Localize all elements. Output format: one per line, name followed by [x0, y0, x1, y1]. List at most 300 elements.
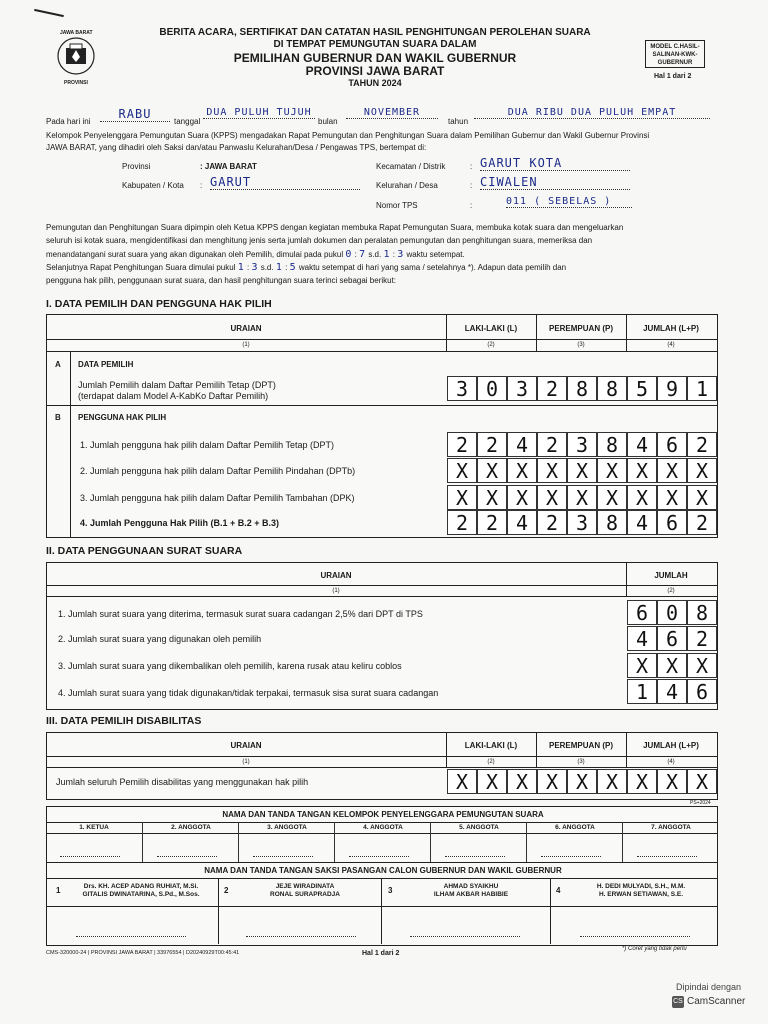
divider — [536, 732, 537, 768]
digit-box — [687, 432, 717, 457]
digit-box — [627, 653, 657, 678]
digit-box — [597, 769, 627, 794]
divider — [381, 878, 382, 944]
digit-value: 4 — [635, 433, 649, 457]
s2-num-2: (2) — [667, 588, 675, 594]
saksi-4-name-a: H. DEDI MULYADI, S.H., M.M. — [596, 883, 686, 890]
digit-box — [537, 510, 567, 535]
digit-value: 2 — [485, 511, 499, 535]
s1-col-p: PEREMPUAN (P) — [548, 324, 613, 333]
saksi-2-number: 2 — [224, 886, 229, 895]
kpps-column-label: 2. ANGGOTA — [171, 824, 211, 831]
divider — [46, 906, 718, 907]
digit-box — [687, 600, 717, 625]
digit-value: 8 — [605, 511, 619, 535]
s1-a-row-2: (terdapat dalam Model A-KabKo Daftar Pemilih) — [78, 391, 269, 401]
scanner-app: CamScanner — [687, 996, 746, 1007]
kelurahan-label: Kelurahan / Desa — [376, 181, 438, 190]
kpps-column — [334, 822, 430, 862]
divider — [46, 767, 718, 768]
s3-col-uraian: URAIAN — [230, 741, 262, 750]
kpps-signature-line — [541, 856, 601, 857]
digit-box — [567, 510, 597, 535]
digit-box — [627, 626, 657, 651]
digit-box — [447, 510, 477, 535]
digit-box — [627, 769, 657, 794]
end-hour-2: 3 — [397, 249, 405, 260]
provinsi-value: : JAWA BARAT — [200, 162, 257, 171]
digit-value: X — [455, 770, 469, 794]
count-hour-4: 5 — [289, 262, 297, 273]
kpps-signature-line — [349, 856, 409, 857]
signature-line — [580, 936, 690, 937]
digit-value: X — [695, 770, 709, 794]
digit-box — [627, 510, 657, 535]
digit-value: X — [665, 459, 679, 483]
digit-box — [687, 769, 717, 794]
logo-top-text: JAWA BARAT — [60, 30, 93, 36]
digit-value: X — [455, 459, 469, 483]
digit-value: 4 — [665, 680, 679, 704]
digit-value: X — [665, 486, 679, 510]
kpps-signature-line — [445, 856, 505, 857]
pada-hari-label: Pada hari ini — [46, 117, 91, 126]
tanggal-label: tanggal — [174, 117, 201, 126]
digit-box — [627, 485, 657, 510]
divider — [626, 562, 627, 597]
digit-value: 2 — [545, 511, 559, 535]
s1-b-row-2: 2. Jumlah pengguna hak pilih dalam Daftar Pemilih Pindahan (DPTb) — [80, 466, 356, 476]
s2-row-4: 4. Jumlah surat suara yang tidak digunakan/tidak terpakai, termasuk sisa surat suara cadangan — [58, 688, 439, 698]
saksi-1-name-b: GITALIS DWINATARINA, S.Pd., M.Sos. — [82, 891, 200, 898]
divider — [536, 314, 537, 352]
digit-value: X — [575, 459, 589, 483]
digit-value: 6 — [665, 511, 679, 535]
s1-b1-boxes — [447, 432, 717, 458]
s1-a-boxes — [447, 376, 717, 402]
digit-value: X — [485, 486, 499, 510]
kpps-column-label: 1. KETUA — [79, 824, 109, 831]
saksi-3-number: 3 — [388, 886, 393, 895]
digit-value: 8 — [695, 601, 709, 625]
digit-value: 9 — [665, 377, 679, 401]
kelurahan-colon: : — [470, 181, 473, 190]
digit-value: 4 — [515, 511, 529, 535]
digit-value: 6 — [665, 433, 679, 457]
title-line-5: TAHUN 2024 — [348, 78, 402, 88]
procedure-line-4a: Selanjutnya Rapat Penghitungan Suara dimulai pukul — [46, 263, 236, 272]
kpps-column-label: 3. ANGGOTA — [267, 824, 307, 831]
digit-box — [447, 432, 477, 457]
digit-box — [477, 769, 507, 794]
digit-box — [597, 376, 627, 401]
signature-line — [410, 936, 520, 937]
section-2-title: II. DATA PENGGUNAAN SURAT SUARA — [46, 545, 243, 557]
kpps-signature-line — [253, 856, 313, 857]
digit-box — [567, 769, 597, 794]
digit-box — [477, 510, 507, 535]
digit-value: X — [605, 486, 619, 510]
s1-num-2: (2) — [487, 342, 495, 348]
digit-value: X — [575, 770, 589, 794]
tanggal-value: DUA PULUH TUJUH — [203, 107, 315, 119]
digit-value: X — [515, 486, 529, 510]
digit-value: X — [515, 459, 529, 483]
s2-col-uraian: URAIAN — [320, 571, 352, 580]
section-1-title: I. DATA PEMILIH DAN PENGGUNA HAK PILIH — [46, 298, 272, 310]
digit-box — [687, 653, 717, 678]
digit-value: X — [455, 486, 469, 510]
digit-box — [567, 458, 597, 483]
digit-value: X — [545, 770, 559, 794]
bulan-label: bulan — [318, 117, 338, 126]
end-sep: : — [392, 250, 395, 259]
divider — [70, 351, 71, 537]
kpps-column — [430, 822, 526, 862]
digit-value: X — [695, 654, 709, 678]
s1-b2-boxes — [447, 458, 717, 484]
digit-box — [477, 458, 507, 483]
signature-line — [76, 936, 186, 937]
digit-box — [597, 485, 627, 510]
digit-box — [627, 432, 657, 457]
s2-r1-boxes — [627, 600, 717, 626]
digit-value: 2 — [545, 377, 559, 401]
digit-box — [507, 769, 537, 794]
scanner-badge — [670, 982, 762, 1016]
hari-value: RABU — [100, 107, 170, 122]
digit-value: 0 — [485, 377, 499, 401]
digit-box — [657, 653, 687, 678]
divider — [626, 732, 627, 768]
s2-r2-boxes — [627, 626, 717, 652]
digit-value: 2 — [545, 433, 559, 457]
digit-value: 3 — [455, 377, 469, 401]
count-sep-1: : — [246, 263, 250, 272]
digit-box — [537, 376, 567, 401]
s1-b-row-4: 4. Jumlah Pengguna Hak Pilih (B.1 + B.2 + B.3) — [80, 518, 280, 528]
s1-b-row-1: 1. Jumlah pengguna hak pilih dalam Daftar Pemilih Tetap (DPT) — [80, 440, 334, 450]
digit-box — [477, 485, 507, 510]
s1-num-4: (4) — [667, 342, 675, 348]
s2-row-3: 3. Jumlah surat suara yang dikembalikan oleh pemilih, karena rusak atau keliru coblos — [58, 661, 402, 671]
s1-b-label: B — [55, 413, 61, 422]
kabupaten-value: GARUT — [210, 175, 360, 190]
divider — [46, 862, 718, 863]
digit-value: 2 — [695, 511, 709, 535]
divider — [46, 339, 718, 340]
s3-col-p: PEREMPUAN (P) — [548, 741, 613, 750]
digit-value: X — [695, 459, 709, 483]
digit-value: X — [575, 486, 589, 510]
digit-value: X — [545, 459, 559, 483]
digit-value: 3 — [575, 433, 589, 457]
digit-box — [537, 769, 567, 794]
s1-b4-boxes — [447, 510, 717, 536]
divider — [46, 878, 718, 879]
kpps-column-label: 7. ANGGOTA — [651, 824, 691, 831]
s1-a-label: A — [55, 360, 61, 369]
digit-box — [507, 485, 537, 510]
s3-col-j: JUMLAH (L+P) — [643, 741, 699, 750]
title-line-4: PROVINSI JAWA BARAT — [305, 64, 445, 78]
procedure-line-3a: menandatangani surat suara yang akan digunakan oleh Pemilih, dimulai pada pukul — [46, 250, 344, 259]
title-line-3: PEMILIHAN GUBERNUR DAN WAKIL GUBERNUR — [233, 51, 517, 65]
s3-col-l: LAKI-LAKI (L) — [464, 741, 518, 750]
digit-box — [687, 458, 717, 483]
s3-num-4: (4) — [667, 759, 675, 765]
divider — [626, 314, 627, 352]
kpps-column — [46, 822, 142, 862]
s1-b-row-3: 3. Jumlah pengguna hak pilih dalam Daftar Pemilih Tambahan (DPK) — [80, 493, 355, 503]
digit-value: 8 — [605, 377, 619, 401]
divider — [446, 732, 447, 768]
digit-value: 8 — [605, 433, 619, 457]
kpps-column-label: 6. ANGGOTA — [555, 824, 595, 831]
digit-value: 3 — [515, 377, 529, 401]
digit-box — [597, 510, 627, 535]
digit-box — [537, 458, 567, 483]
digit-value: X — [665, 770, 679, 794]
footer-page: Hal 1 dari 2 — [362, 950, 400, 957]
digit-box — [447, 485, 477, 510]
digit-box — [627, 458, 657, 483]
footer-code: CMS-320000-24 | PROVINSI JAWA BARAT | 33976554 | D20240929T00:45:41 — [46, 950, 240, 956]
digit-box — [447, 769, 477, 794]
digit-value: 2 — [455, 433, 469, 457]
digit-box — [447, 376, 477, 401]
digit-box — [507, 510, 537, 535]
saksi-2-name-a: JEJE WIRADINATA — [275, 883, 335, 890]
procedure-line-3 — [46, 249, 716, 260]
kpps-signature-line — [60, 856, 120, 857]
s3-num-2: (2) — [487, 759, 495, 765]
procedure-line-4 — [46, 262, 716, 273]
start-sep: : — [354, 250, 357, 259]
s3-boxes — [447, 769, 717, 795]
kpps-column — [142, 822, 238, 862]
digit-box — [507, 458, 537, 483]
end-hour-1: 1 — [383, 249, 391, 260]
digit-box — [567, 376, 597, 401]
logo-bottom-text: PROVINSI — [64, 80, 88, 86]
kpps-column-label: 4. ANGGOTA — [363, 824, 403, 831]
digit-value: 1 — [695, 377, 709, 401]
s2-num-1: (1) — [332, 588, 340, 594]
kecamatan-value: GARUT KOTA — [480, 156, 630, 171]
start-hour-1: 0 — [345, 249, 353, 260]
divider — [46, 756, 718, 757]
s2-row-1: 1. Jumlah surat suara yang diterima, termasuk surat suara cadangan 2,5% dari DPT di TPS — [58, 609, 423, 619]
digit-value: X — [635, 459, 649, 483]
digit-box — [657, 600, 687, 625]
digit-value: 4 — [635, 627, 649, 651]
s3-num-1: (1) — [242, 759, 250, 765]
header-page: Hal 1 dari 2 — [654, 73, 692, 80]
saksi-2-name-b: RONAL SURAPRADJA — [270, 891, 340, 898]
digit-value: 2 — [695, 433, 709, 457]
digit-box — [687, 679, 717, 704]
digit-value: 2 — [485, 433, 499, 457]
tahun-value: DUA RIBU DUA PULUH EMPAT — [474, 107, 710, 119]
model-label: MODEL C.HASIL-SALINAN-KWK-GUBERNUR — [650, 44, 700, 66]
section-3-title: III. DATA PEMILIH DISABILITAS — [46, 715, 202, 727]
digit-value: X — [605, 770, 619, 794]
digit-box — [657, 485, 687, 510]
kabupaten-colon: : — [200, 181, 203, 190]
digit-value: 8 — [575, 377, 589, 401]
count-hour-1: 1 — [237, 262, 245, 273]
divider — [46, 596, 718, 597]
digit-value: 2 — [455, 511, 469, 535]
digit-box — [447, 458, 477, 483]
digit-value: 6 — [695, 680, 709, 704]
saksi-4-number: 4 — [556, 886, 561, 895]
digit-box — [627, 600, 657, 625]
intro-paragraph-1: Kelompok Penyelenggara Pemungutan Suara (KPPS) mengadakan Rapat Pemungutan dan Penghitungan Suara dalam Pemilihan Gubernur dan Wakil Gubernur Provinsi — [46, 131, 650, 140]
tps-value: 011 ( SEBELAS ) — [506, 196, 632, 208]
kpps-column-label: 5. ANGGOTA — [459, 824, 499, 831]
intro-paragraph-2: JAWA BARAT, yang dihadiri oleh Saksi dan/atau Panwaslu Kelurahan/Desa / Pengawas TPS, bertempat di: — [46, 143, 427, 152]
digit-box — [627, 376, 657, 401]
s3-num-3: (3) — [577, 759, 585, 765]
kpps-signature-line — [637, 856, 697, 857]
count-sd: s.d. — [260, 263, 274, 272]
kecamatan-label: Kecamatan / Distrik — [376, 162, 446, 171]
s1-col-l: LAKI-LAKI (L) — [464, 324, 518, 333]
digit-value: 5 — [635, 377, 649, 401]
saksi-title: NAMA DAN TANDA TANGAN SAKSI PASANGAN CALON GUBERNUR DAN WAKIL GUBERNUR — [204, 866, 562, 875]
digit-value: 6 — [665, 627, 679, 651]
title-line-1: BERITA ACARA, SERTIFIKAT DAN CATATAN HASIL PENGHITUNGAN PEROLEHAN SUARA — [159, 27, 591, 38]
divider — [46, 585, 718, 586]
s1-col-uraian: URAIAN — [230, 324, 262, 333]
procedure-line-2: seluruh isi kotak suara, mengidentifikasi dan menghitung jenis serta jumlah dokumen dan peralatan pemungutan dan penghitungan suara, memeriksa dan — [46, 236, 593, 245]
s1-b3-boxes — [447, 485, 717, 511]
s1-num-3: (3) — [577, 342, 585, 348]
saksi-1-number: 1 — [56, 886, 61, 895]
procedure-line-5: pengguna hak pilih, penggunaan surat suara, dan hasil penghitungan suara terinci sebagai berikut: — [46, 276, 397, 285]
digit-value: X — [545, 486, 559, 510]
digit-box — [507, 376, 537, 401]
digit-box — [657, 376, 687, 401]
digit-box — [597, 432, 627, 457]
digit-value: X — [635, 486, 649, 510]
digit-value: 2 — [695, 627, 709, 651]
digit-box — [657, 626, 687, 651]
bulan-value: NOVEMBER — [346, 107, 438, 119]
provinsi-text: JAWA BARAT — [204, 162, 257, 171]
digit-box — [657, 458, 687, 483]
divider — [46, 405, 718, 406]
saksi-3-name-a: AHMAD SYAIKHU — [443, 883, 499, 890]
start-sd: s.d. — [368, 250, 382, 259]
digit-value: X — [665, 654, 679, 678]
digit-value: 1 — [635, 680, 649, 704]
count-hour-3: 1 — [275, 262, 283, 273]
s1-b-title: PENGGUNA HAK PILIH — [78, 413, 167, 422]
digit-value: X — [635, 770, 649, 794]
digit-value: X — [485, 459, 499, 483]
s2-row-2: 2. Jumlah surat suara yang digunakan oleh pemilih — [58, 634, 262, 644]
divider — [446, 314, 447, 352]
digit-value: X — [635, 654, 649, 678]
digit-box — [687, 376, 717, 401]
signature-line — [246, 936, 356, 937]
procedure-line-4b: waktu setempat di hari yang sama / setelahnya *). Adapun data pemilih dan — [298, 263, 567, 272]
digit-value: X — [695, 486, 709, 510]
start-hour-2: 7 — [359, 249, 367, 260]
kelurahan-value: CIWALEN — [480, 175, 630, 190]
pen-mark — [34, 9, 64, 17]
digit-box — [627, 679, 657, 704]
digit-box — [657, 510, 687, 535]
procedure-line-1: Pemungutan dan Penghitungan Suara dipimpin oleh Ketua KPPS dengan kegiatan membuka Rapat Pemungutan Suara, membuka kotak suara dan mengeluarkan — [46, 223, 624, 232]
kecamatan-colon: : — [470, 162, 473, 171]
digit-value: X — [515, 770, 529, 794]
footnote: *) Coret yang tidak perlu — [622, 946, 687, 952]
kpps-title: NAMA DAN TANDA TANGAN KELOMPOK PENYELENGGARA PEMUNGUTAN SUARA — [222, 810, 544, 819]
provinsi-label: Provinsi — [122, 162, 151, 171]
kabupaten-label: Kabupaten / Kota — [122, 181, 184, 190]
camscanner-icon: CS — [672, 996, 684, 1008]
kpps-signature-line — [157, 856, 217, 857]
digit-box — [687, 485, 717, 510]
digit-box — [567, 432, 597, 457]
tps-colon: : — [470, 201, 473, 210]
s3-code: PS+2024 — [690, 800, 711, 806]
digit-box — [537, 432, 567, 457]
s2-r3-boxes — [627, 653, 717, 679]
s3-row: Jumlah seluruh Pemilih disabilitas yang menggunakan hak pilih — [56, 777, 309, 787]
s1-a-row-1: Jumlah Pemilih dalam Daftar Pemilih Tetap (DPT) — [78, 380, 276, 390]
s1-a-title: DATA PEMILIH — [78, 360, 134, 369]
kpps-column — [238, 822, 334, 862]
digit-value: 4 — [635, 511, 649, 535]
procedure-line-3b: waktu setempat. — [406, 250, 465, 259]
digit-value: X — [605, 459, 619, 483]
digit-box — [477, 432, 507, 457]
count-sep-2: : — [285, 263, 288, 272]
digit-value: 4 — [515, 433, 529, 457]
digit-value: 0 — [665, 601, 679, 625]
divider — [218, 878, 219, 944]
digit-box — [687, 510, 717, 535]
digit-value: X — [485, 770, 499, 794]
saksi-4-name-b: H. ERWAN SETIAWAN, S.E. — [598, 891, 684, 898]
s2-r4-boxes — [627, 679, 717, 705]
saksi-3-name-b: ILHAM AKBAR HABIBIE — [433, 891, 509, 898]
divider — [550, 878, 551, 944]
digit-box — [597, 458, 627, 483]
s2-col-jumlah: JUMLAH — [654, 571, 688, 580]
title-line-2: DI TEMPAT PEMUNGUTAN SUARA DALAM — [273, 39, 477, 50]
digit-value: 3 — [575, 511, 589, 535]
kpps-columns — [46, 822, 718, 862]
digit-box — [507, 432, 537, 457]
digit-box — [477, 376, 507, 401]
model-box — [645, 40, 705, 68]
digit-box — [567, 485, 597, 510]
digit-value: 6 — [635, 601, 649, 625]
tahun-label: tahun — [448, 117, 469, 126]
divider — [46, 351, 718, 352]
digit-box — [537, 485, 567, 510]
s1-col-j: JUMLAH (L+P) — [643, 324, 699, 333]
count-hour-2: 3 — [251, 262, 259, 273]
digit-box — [687, 626, 717, 651]
tps-label: Nomor TPS — [376, 201, 418, 210]
